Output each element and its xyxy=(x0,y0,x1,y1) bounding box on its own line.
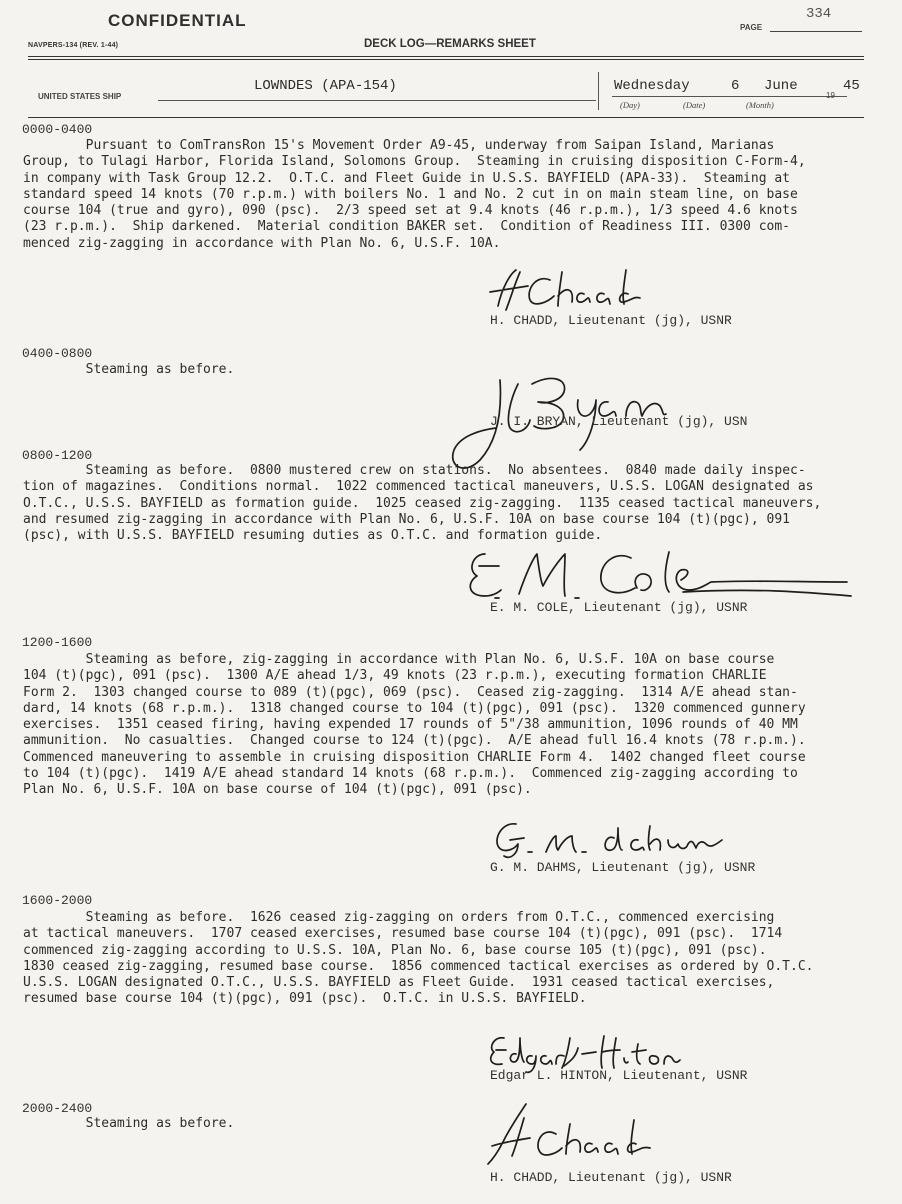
log-entry-text: Steaming as before. 0800 mustered crew on stations. No absentees. 0840 made daily inspec- tion of magazines. Conditions normal. 1022 commenced tactical maneuvers, U.S.S. LOGAN designated as O.T.C., U.S.S. BAYFIELD as formation guide. 1025 ceased zig-zagging. 1135 ceased tactical maneuvers, and resumed zig-zagging in accordance with Plan No. 6, U.S.F. 10A on base course 104 (t)(pgc), 091 (psc), with U.S.S. BAYFIELD resuming duties as O.T.C. and formation guide. xyxy=(23,463,822,544)
date-day: Wednesday xyxy=(614,78,690,94)
date-date: 6 xyxy=(731,78,740,94)
date-date-label: (Date) xyxy=(683,100,706,110)
header-rule-top xyxy=(28,56,864,57)
watch-time: 0400-0800 xyxy=(22,346,93,361)
watch-time: 0000-0400 xyxy=(22,122,93,137)
date-day-label: (Day) xyxy=(620,100,640,110)
form-code: NAVPERS-134 (REV. 1-44) xyxy=(28,42,119,49)
watch-time: 0800-1200 xyxy=(22,448,93,463)
log-entry-text: Steaming as before. xyxy=(23,362,235,377)
signer-name: H. CHADD, Lieutenant (jg), USNR xyxy=(490,1170,732,1185)
signer-name: E. M. COLE, Lieutenant (jg), USNR xyxy=(490,600,748,615)
date-year: 45 xyxy=(843,78,860,94)
log-entry-text: Steaming as before. xyxy=(23,1116,235,1131)
ship-name: LOWNDES (APA-154) xyxy=(254,78,397,94)
ship-name-line xyxy=(158,100,596,101)
signature-chadd xyxy=(478,1100,678,1171)
sheet-title: DECK LOG—REMARKS SHEET xyxy=(364,38,536,50)
header-rule-lower xyxy=(28,117,864,118)
signer-name: H. CHADD, Lieutenant (jg), USNR xyxy=(490,313,732,328)
signer-name: Edgar L. HINTON, Lieutenant, USNR xyxy=(490,1068,748,1083)
log-entry-text: Steaming as before. 1626 ceased zig-zagging on orders from O.T.C., commenced exercising at tactical maneuvers. 1707 ceased exercises, resumed base course 104 (t)(pgc), 091 (psc). 1714 commenced zig-zagging according to U.S.S. 10A, Plan No. 6, base course 105 (t)(pgc), 091 (psc). 1830 ceased zig-zagging, resumed base course. 1856 commenced tactical exercises as ordered by O.T.C. U.S.S. LOGAN designated O.T.C., U.S.S. BAYFIELD as Fleet Guide. 1931 ceased tactical exercises, resumed base course 104 (t)(pgc), 091 (psc). O.T.C. in U.S.S. BAYFIELD. xyxy=(23,910,814,1007)
date-year-prefix: 19 xyxy=(826,91,835,100)
date-line xyxy=(612,96,847,97)
date-month-label: (Month) xyxy=(746,100,774,110)
watch-time: 1600-2000 xyxy=(22,893,93,908)
date-month: June xyxy=(764,78,798,94)
page-label: PAGE xyxy=(740,23,763,32)
log-entry-text: Pursuant to ComTransRon 15's Movement Order A9-45, underway from Saipan Island, Marianas Group, to Tulagi Harbor, Florida Island, Solomons Group. Steaming in cruising disposition C-Form-4, in company with Task Group 12.2. O.T.C. and Fleet Guide in U.S.S. BAYFIELD (APA-33). Steaming at standard speed 14 knots (70 r.p.m.) with boilers No. 1 and No. 2 cut in on main steam line, on base course 104 (true and gyro), 090 (psc). 2/3 speed set at 9.4 knots (46 r.p.m.), 1/3 speed 4.6 knots (23 r.p.m.). Ship darkened. Material condition BAKER set. Condition of Readiness III. 0300 com- menced zig-zagging in accordance with Plan No. 6, U.S.F. 10A. xyxy=(23,138,806,251)
watch-time: 1200-1600 xyxy=(22,635,93,650)
log-entry-text: Steaming as before, zig-zagging in accordance with Plan No. 6, U.S.F. 10A on base course 104 (t)(pgc), 091 (psc). 1300 A/E ahead 1/3, 49 knots (23 r.p.m.), executing formation CHARLIE Form 2. 1303 changed course to 089 (t)(pgc), 069 (psc). Ceased zig-zagging. 1314 A/E ahead stan- dard, 14 knots (68 r.p.m.). 1318 changed course to 104 (t)(pgc), 091 (psc). 1320 commenced gunnery exercises. 1351 ceased firing, having expended 17 rounds of 5"/38 ammunition, 1096 rounds of 40 MM ammunition. No casualties. Changed course to 124 (t)(pgc). A/E ahead full 16.4 knots (78 r.p.m.). Commenced maneuvering to assemble in cruising disposition CHARLIE Form 4. 1402 changed fleet course to 104 (t)(pgc). 1419 A/E ahead standard 14 knots (68 r.p.m.). Commenced zig-zagging according to Plan No. 6, U.S.F. 10A on base course of 104 (t)(pgc), 091 (psc). xyxy=(23,652,806,798)
signer-name: G. M. DAHMS, Lieutenant (jg), USNR xyxy=(490,860,756,875)
ship-label: UNITED STATES SHIP xyxy=(38,92,122,101)
header-rule-bottom xyxy=(28,59,864,60)
signer-name: J. I. BRYAN, Lieutenant (jg), USN xyxy=(490,414,748,429)
page-number: 334 xyxy=(806,6,832,22)
watch-time: 2000-2400 xyxy=(22,1101,93,1116)
form-title: CONFIDENTIAL xyxy=(108,11,247,30)
page-number-line xyxy=(770,31,862,32)
